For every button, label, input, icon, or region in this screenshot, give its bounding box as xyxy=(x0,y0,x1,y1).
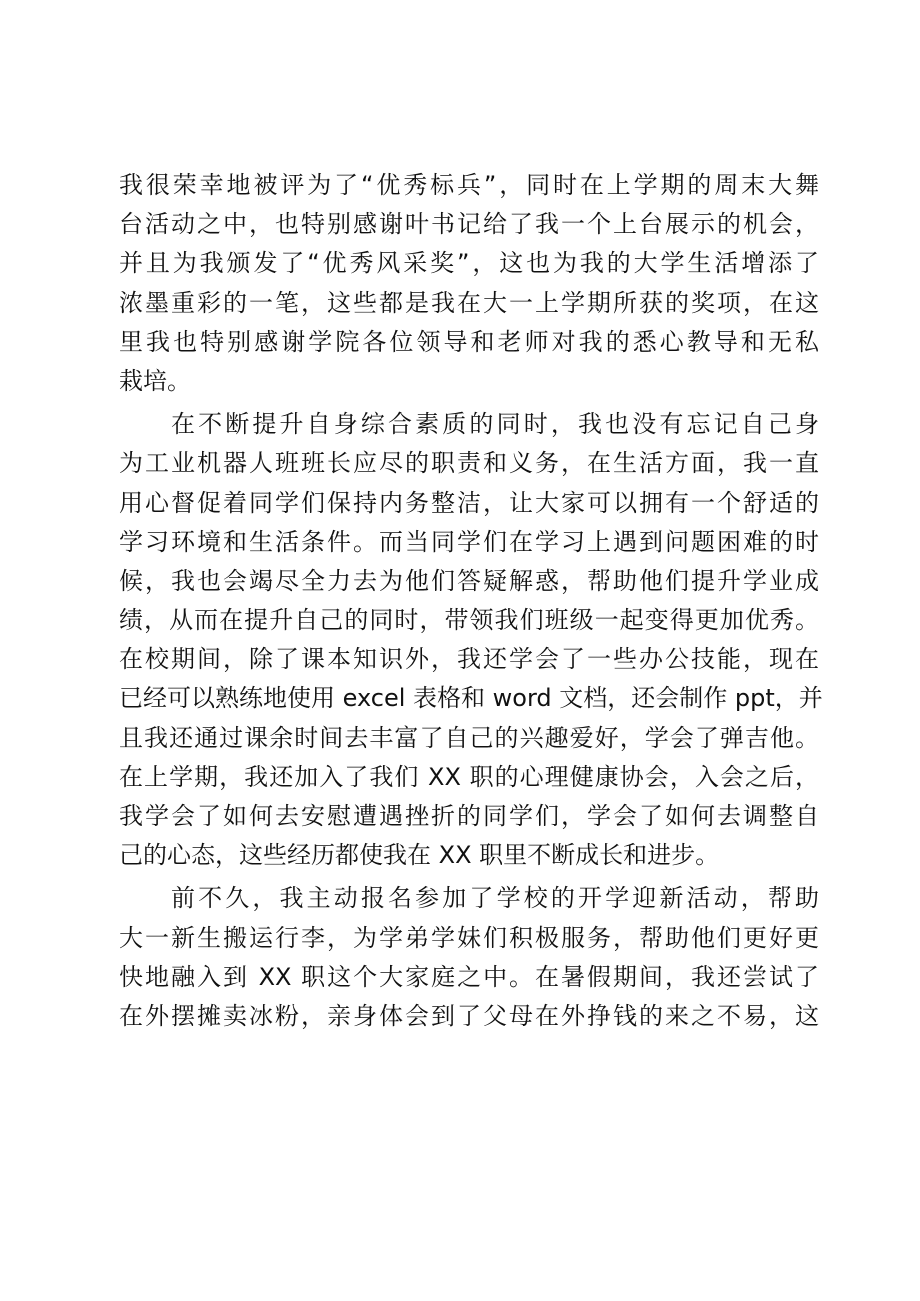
text-line: 我很荣幸地被评为了“优秀标兵”，同时在上学期的周末大舞 xyxy=(119,171,819,199)
text-line: 己的心态，这些经历都使我在 XX 职里不断成长和进步。 xyxy=(119,841,720,870)
text-line: 学习环境和生活条件。而当同学们在学习上遇到问题困难的时 xyxy=(119,527,819,556)
paragraph-2 xyxy=(119,405,823,875)
text-line: 大一新生搬运行李，为学弟学妹们积极服务，帮助他们更好更 xyxy=(119,923,819,952)
paragraph-1 xyxy=(119,166,819,401)
text-line: 快地融入到 XX 职这个大家庭之中。在暑假期间，我还尝试了 xyxy=(119,962,819,991)
text-line: 台活动之中，也特别感谢叶书记给了我一个上台展示的机会， xyxy=(119,210,819,239)
paragraph-3 xyxy=(119,879,819,1036)
document-body xyxy=(119,166,823,1036)
text-line: 栽培。 xyxy=(119,366,191,395)
text-line: 里我也特别感谢学院各位领导和老师对我的悉心教导和无私 xyxy=(119,327,819,356)
text-line: 在外摆摊卖冰粉，亲身体会到了父母在外挣钱的来之不易，这 xyxy=(119,1001,819,1030)
text-line: 在校期间，除了课本知识外，我还学会了一些办公技能，现在 xyxy=(119,645,819,674)
text-line: 用心督促着同学们保持内务整洁，让大家可以拥有一个舒适的 xyxy=(119,488,819,517)
text-line: 绩，从而在提升自己的同时，带领我们班级一起变得更加优秀。 xyxy=(119,606,819,635)
text-line: 浓墨重彩的一笔，这些都是我在大一上学期所获的奖项，在这 xyxy=(119,288,819,317)
text-line: 在不断提升自身综合素质的同时，我也没有忘记自己身 xyxy=(171,410,819,439)
text-line: 我学会了如何去安慰遭遇挫折的同学们，学会了如何去调整自 xyxy=(119,802,819,830)
text-line: 前不久，我主动报名参加了学校的开学迎新活动，帮助 xyxy=(171,884,819,913)
text-line: 且我还通过课余时间去丰富了自己的兴趣爱好，学会了弹吉他。 xyxy=(119,723,819,752)
text-line: 已经可以熟练地使用 excel 表格和 word 文档，还会制作 ppt，并 xyxy=(119,684,823,713)
text-line: 为工业机器人班班长应尽的职责和义务，在生活方面，我一直 xyxy=(119,449,819,478)
text-line: 并且为我颁发了“优秀风采奖”，这也为我的大学生活增添了 xyxy=(119,249,819,278)
text-line: 候，我也会竭尽全力去为他们答疑解惑，帮助他们提升学业成 xyxy=(119,566,819,595)
text-line: 在上学期，我还加入了我们 XX 职的心理健康协会，入会之后， xyxy=(119,762,819,791)
